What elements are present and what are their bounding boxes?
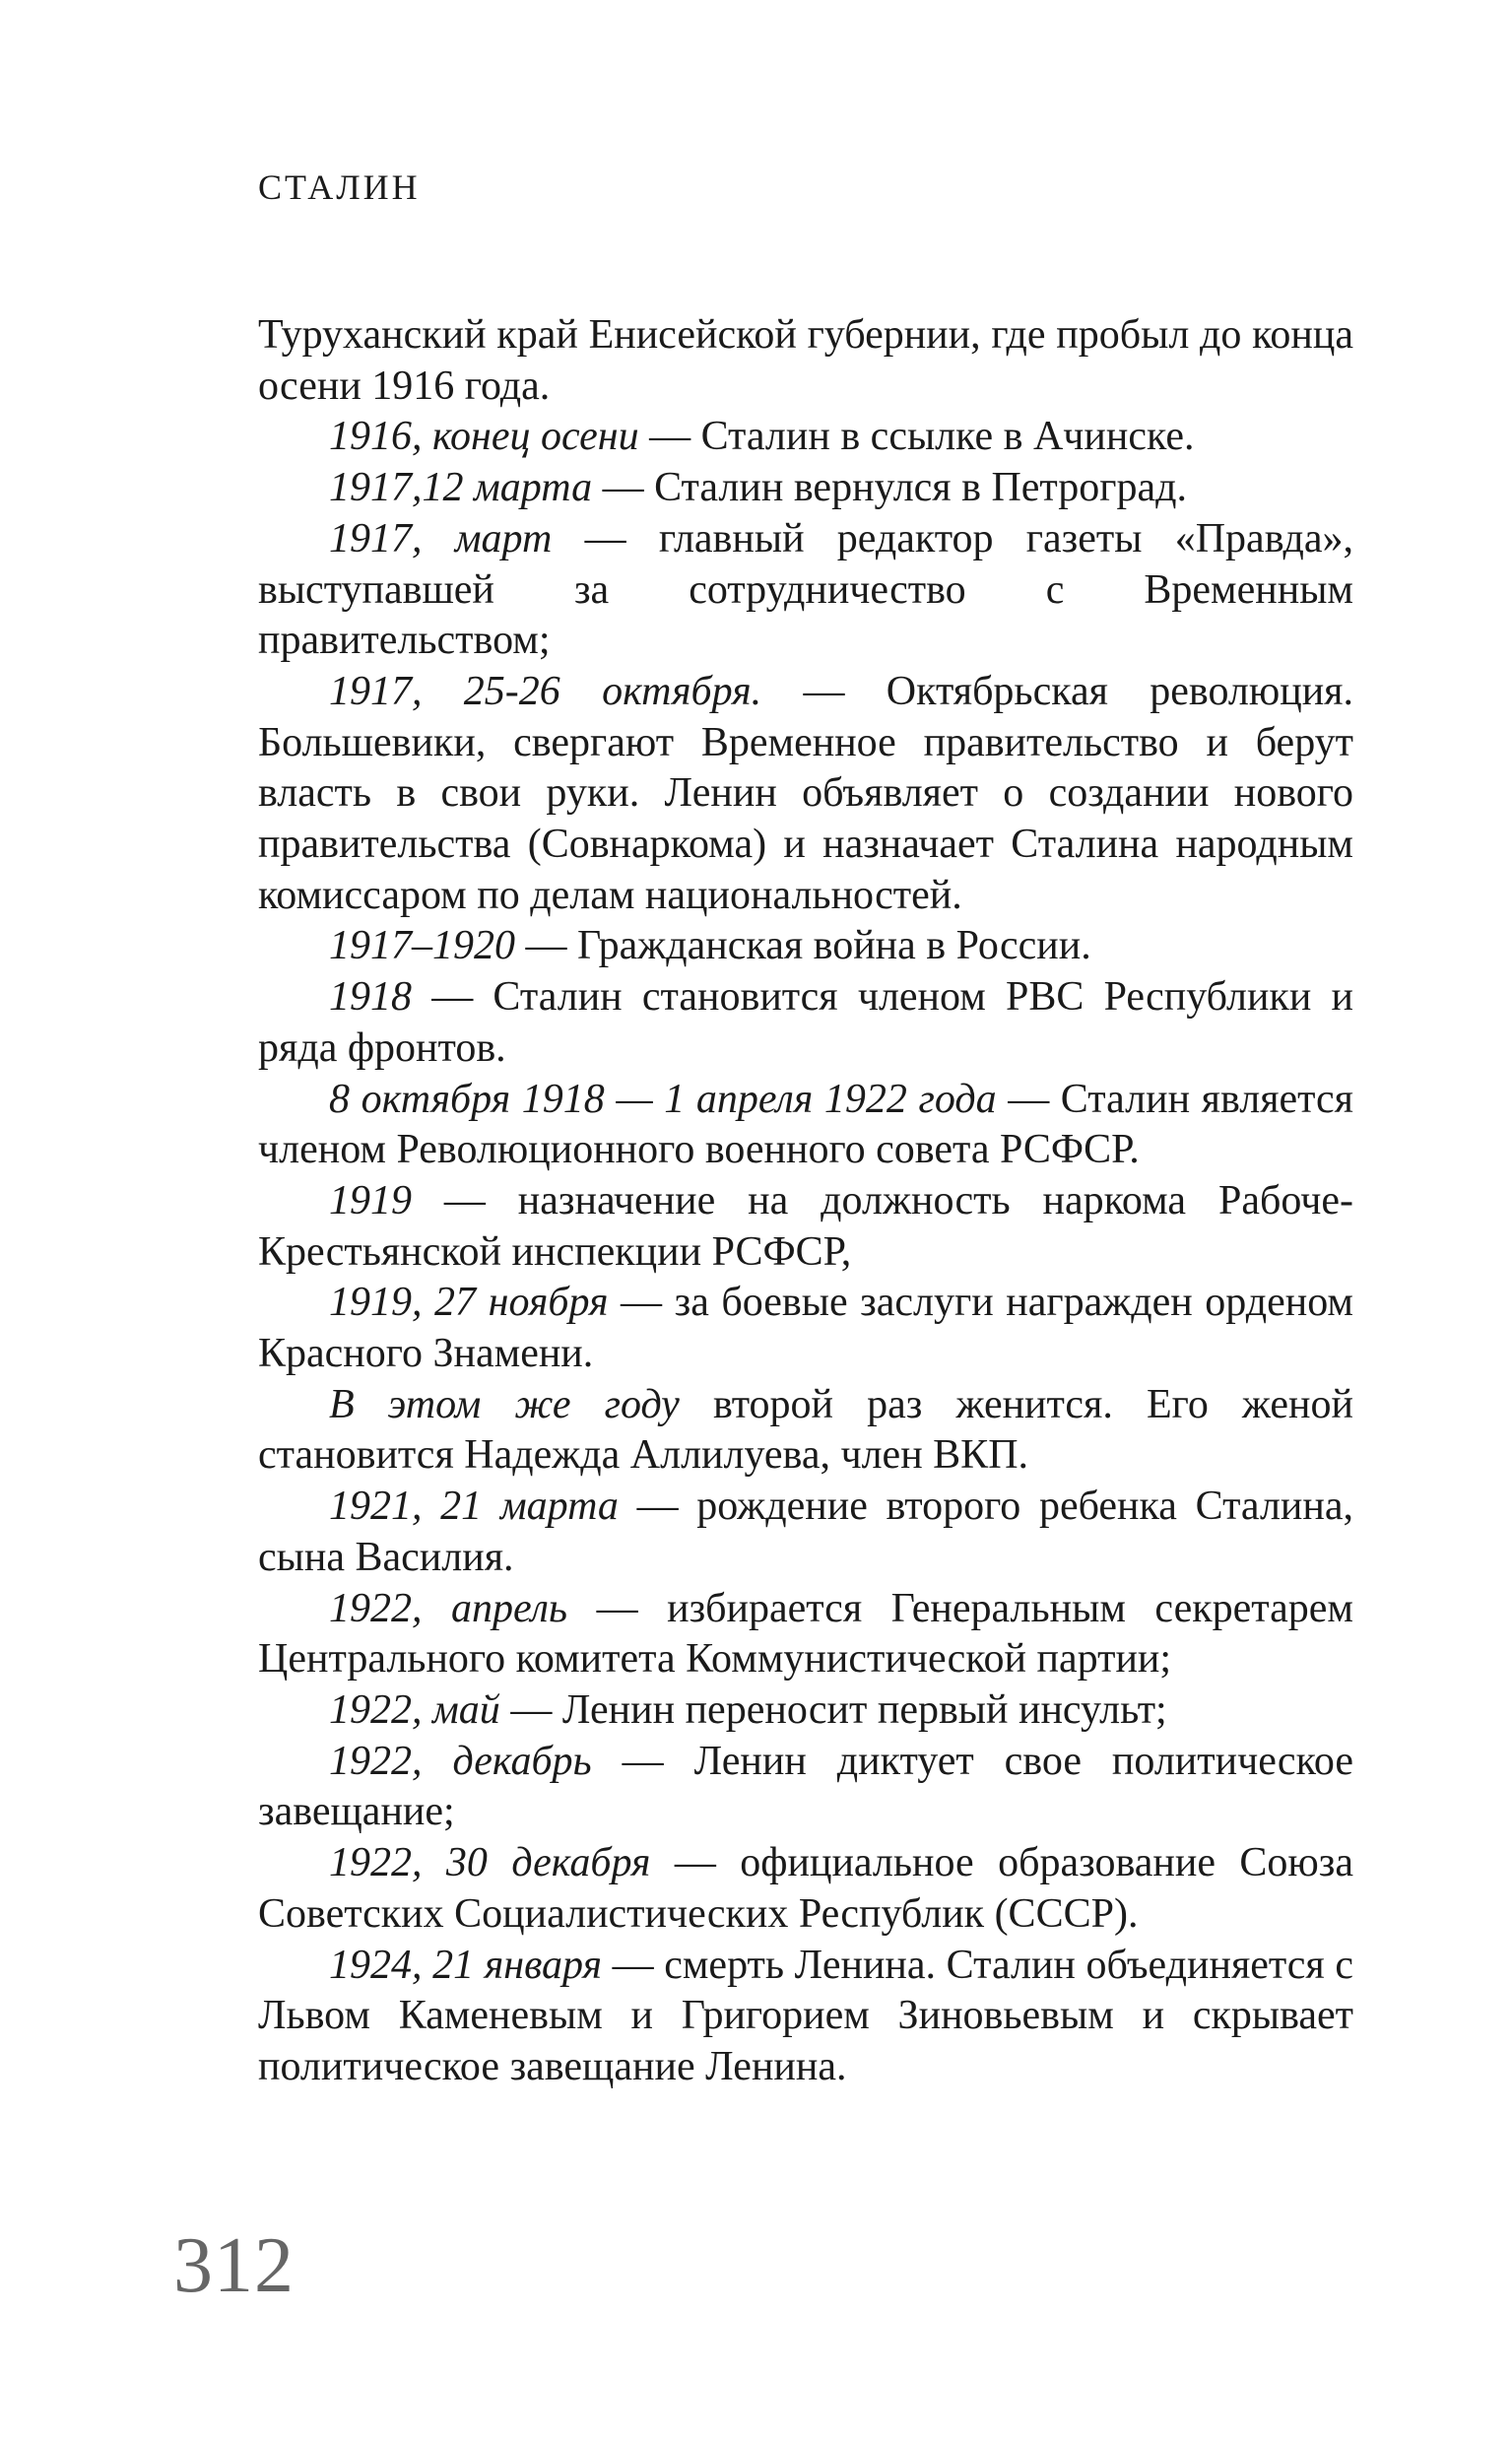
- entry-date: 1919, 27 ноября: [329, 1280, 609, 1326]
- chronology-entry: [258, 1941, 1353, 2093]
- entry-date: 1922, декабрь: [329, 1738, 592, 1784]
- chronology-entry: [258, 1685, 1353, 1737]
- entry-date: 1924, 21 января: [329, 1942, 602, 1988]
- entry-date: 1916, конец осени: [329, 414, 639, 460]
- chronology-entry: [258, 921, 1353, 972]
- entry-date: 1922, 30 декабря: [329, 1840, 651, 1886]
- entry-text: второй раз женится. Его женой становится Надежда Аллилуева, член ВКП.: [258, 1381, 1353, 1479]
- entry-text: — Октябрьская революция. Большевики, свергают Временное правительство и берут власть в свои руки. Ленин объявляет о создании нового правительства (Совнаркома) и назначает Сталина народным комиссаром по делам национальностей.: [258, 668, 1354, 918]
- entry-text: — Гражданская война в России.: [515, 923, 1091, 969]
- chronology-entry: [258, 972, 1353, 1074]
- entry-text: — Сталин становится членом РВС Республики и ряда фронтов.: [258, 974, 1353, 1071]
- entry-date: В этом же году: [329, 1381, 680, 1427]
- entry-date: 1917–1920: [329, 923, 515, 969]
- entry-text: — рождение второго ребенка Сталина, сына Василия.: [258, 1484, 1353, 1580]
- entry-text: — Сталин в ссылке в Ачинске.: [638, 414, 1195, 460]
- chronology-entry: [258, 667, 1353, 922]
- entry-date: 1917,12 марта: [329, 465, 593, 511]
- entry-text: — Ленин диктует свое политическое завещание;: [258, 1738, 1353, 1835]
- chronology-entry: [258, 1278, 1353, 1379]
- entry-text: — за боевые заслуги награжден орденом Красного Знамени.: [258, 1280, 1353, 1377]
- running-head: СТАЛИН: [258, 167, 421, 207]
- paragraph-continuation: [258, 310, 1353, 412]
- entry-date: 1919: [329, 1177, 412, 1223]
- entry-date: 1922, май: [329, 1686, 500, 1733]
- entry-date: 8 октября 1918 — 1 апреля 1922 года: [329, 1076, 997, 1122]
- chronology-entry: [258, 412, 1353, 463]
- entry-date: 1917, март: [329, 515, 553, 561]
- chronology-entry: [258, 1737, 1353, 1838]
- body-text: [258, 310, 1353, 2093]
- chronology-entry: [258, 1380, 1353, 1482]
- entry-date: 1918: [329, 974, 412, 1021]
- chronology-entry: [258, 1838, 1353, 1940]
- chronology-entry: [258, 1584, 1353, 1685]
- entry-text: — избирается Генеральным секретарем Центрального комитета Коммунистической партии;: [258, 1585, 1353, 1683]
- entry-text: — смерть Ленина. Сталин объединяется с Львом Каменевым и Григорием Зиновьевым и скрывает политическое завещание Ленина.: [258, 1942, 1354, 2089]
- chronology-entry: [258, 514, 1353, 667]
- chronology-entry: [258, 1176, 1353, 1278]
- entry-text: — главный редактор газеты «Правда», выступавшей за сотрудничество с Временным правительством;: [258, 515, 1353, 664]
- chronology-entry: [258, 1482, 1353, 1583]
- entry-text: — официальное образование Союза Советских Социалистических Республик (СССР).: [258, 1840, 1354, 1937]
- entry-text: — Ленин переносит первый инсульт;: [499, 1686, 1167, 1733]
- chronology-entry: [258, 463, 1353, 514]
- page-number: 312: [173, 2222, 295, 2309]
- entry-date: 1921, 21 марта: [329, 1484, 619, 1530]
- entry-date: 1922, апрель: [329, 1585, 568, 1631]
- entry-date: 1917, 25-26 октября.: [329, 668, 762, 714]
- paragraph-text: Туруханский край Енисейской губернии, где пробыл до конца осени 1916 года.: [258, 312, 1353, 409]
- entry-text: — Сталин является членом Революционного военного совета РСФСР.: [258, 1076, 1353, 1173]
- chronology-entry: [258, 1075, 1353, 1176]
- entry-text: — назначение на должность наркома Рабоче-Крестьянской инспекции РСФСР,: [258, 1177, 1353, 1275]
- entry-text: — Сталин вернулся в Петроград.: [592, 465, 1188, 511]
